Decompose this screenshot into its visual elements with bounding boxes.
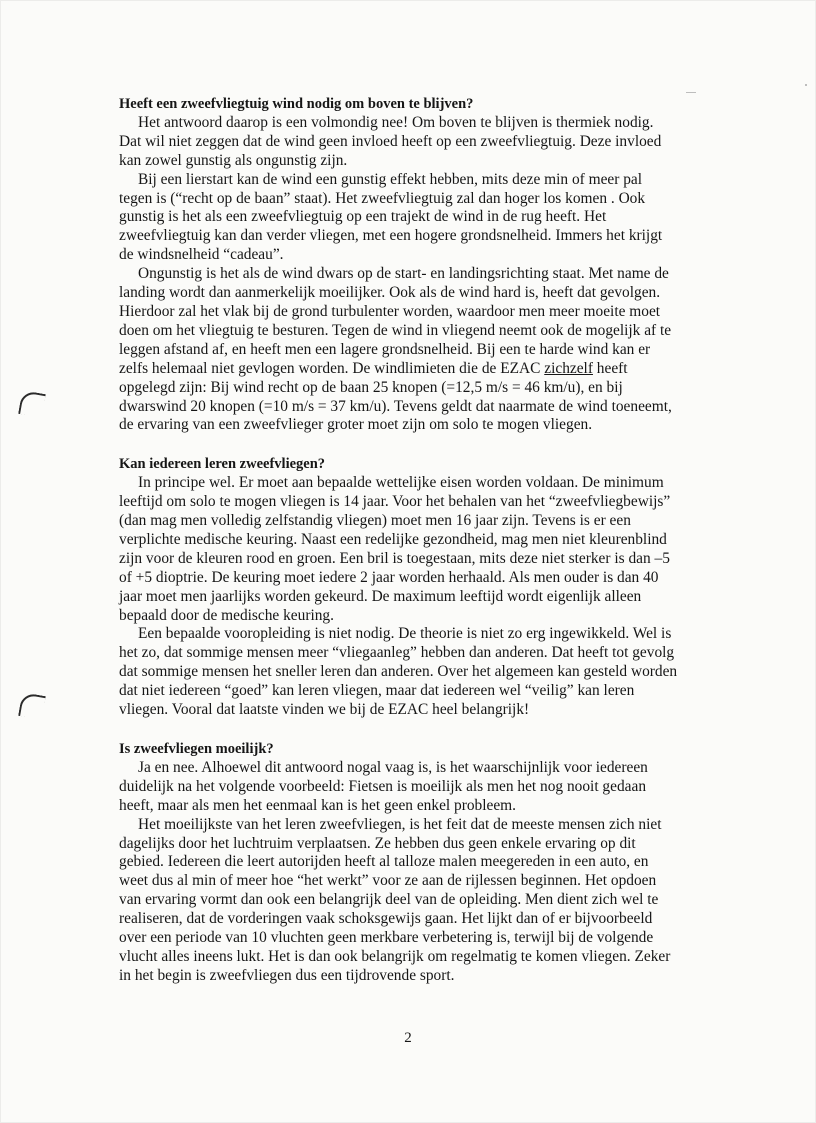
section-heading: Kan iedereen leren zweefvliegen? bbox=[119, 456, 326, 473]
paragraph-text: Ongunstig is het als de wind dwars op de start- en landingsrichting staat. Met name de landing wordt dan aanmerkelijk moeilijker. Ook als de wind hard is, heeft dat gevolgen. Hierdoor zal het vlak bij de grond turbulenter worden, waardoor men meer moeite moet doen om het vliegtuig te besturen. Tegen de wind in vliegend neemt ook de mogelijk af te leggen afstand af, en heeft men een lagere grondsnelheid. Bij een te harde wind kan er zelfs helemaal niet gevlogen worden. De windlimieten die de EZAC bbox=[119, 265, 672, 377]
paragraph: Ja en nee. Alhoewel dit antwoord nogal vaag is, is het waarschijnlijk voor iedereen duidelijk na het volgende voorbeeld: Fietsen is moeilijk als men het nog nooit gedaan heeft, maar als men het eenmaal kan is het geen enkel probleem. bbox=[119, 758, 648, 814]
section-who-can-learn bbox=[119, 455, 679, 720]
paragraph: In principe wel. Er moet aan bepaalde wettelijke eisen worden voldaan. De minimum leeftijd om solo te mogen vliegen is 14 jaar. Voor het behalen van het “zweefvliegbewijs” (dan mag men volledig zelfstandig vliegen) moet men 16 jaar zijn. Tevens is er een verplichte medische keuring. Naast een redelijke gezondheid, mag men niet kleurenblind zijn voor de kleuren rood en groen. Een bril is toegestaan, mits deze niet sterker is dan –5 of +5 dioptrie. De keuring moet iedere 2 jaar worden herhaald. Als men ouder is dan 40 jaar moet men jaarlijks worden gekeurd. De maximum leeftijd wordt eigenlijk alleen bepaald door de medische keuring. bbox=[119, 474, 671, 624]
paragraph: Een bepaalde vooropleiding is niet nodig. De theorie is niet zo erg ingewikkeld. Wel is het zo, dat sommige mensen meer “vliegaanleg” hebben dan anderen. Dat heeft tot gevolg dat sommige mensen het sneller leren dan anderen. Over het algemeen kan gesteld worden dat niet iedereen “goed” kan leren vliegen, maar dat iedereen wel “veilig” kan leren vliegen. Vooral dat laatste vinden we bij de EZAC heel belangrijk! bbox=[119, 625, 678, 719]
paragraph: Het antwoord daarop is een volmondig nee! Om boven te blijven is thermiek nodig. Dat wil niet zeggen dat de wind geen invloed heeft op een zweefvliegtuig. Deze invloed kan zowel gunstig als ongunstig zijn. bbox=[119, 113, 662, 169]
paragraph bbox=[119, 265, 679, 435]
paragraph: Bij een lierstart kan de wind een gunstig effekt hebben, mits deze min of meer pal tegen is (“recht op de baan” staat). Het zweefvliegtuig zal dan hoger los komen . Ook gunstig is het als een zweefvliegtuig op een trajekt de wind in de rug heeft. Het zweefvliegtuig kan dan verder vliegen, met een hogere grondsnelheid. Immers het krijgt de windsnelheid “cadeau”. bbox=[119, 170, 663, 264]
section-difficulty bbox=[119, 740, 679, 986]
scan-speck bbox=[805, 84, 807, 86]
punch-hole-top bbox=[18, 390, 46, 418]
section-heading: Heeft een zweefvliegtuig wind nodig om boven te blijven? bbox=[119, 96, 474, 112]
underlined-word: zichzelf bbox=[544, 359, 593, 377]
paragraph-text: heeft opgelegd zijn: Bij wind recht op de baan 25 knopen (=12,5 m/s = 46 km/u), en bij dwarswind 20 knopen (=10 m/s = 37 km/u). Tevens geldt dat naarmate de wind toeneemt, de ervaring van een zweefvlieger groter moet zijn om solo te mogen vliegen. bbox=[119, 359, 672, 434]
punch-hole-bottom bbox=[18, 692, 46, 720]
paragraph: Het moeilijkste van het leren zweefvliegen, is het feit dat de meeste mensen zich niet dagelijks door het luchtruim verplaatsen. Ze hebben dus geen enkele ervaring op dit gebied. Iedereen die leert autorijden heeft al talloze malen meegereden in een auto, en weet dus al min of meer hoe “het werkt” voor ze aan de rijlessen beginnen. Het opdoen van ervaring vormt dan ook een belangrijk deel van de opleiding. Men dient zich wel te realiseren, dat de vorderingen vaak schoksgewijs gaan. Het lijkt dan of er bijvoorbeeld over een periode van 10 vluchten geen merkbare verbetering is, terwijl bij de volgende vlucht alles ineens lukt. Het is dan ook belangrijk om regelmatig te komen vliegen. Zeker in het begin is zweefvliegen dus een tijdrovende sport. bbox=[119, 815, 671, 984]
scan-mark bbox=[686, 92, 696, 93]
document-body bbox=[119, 95, 679, 986]
page-number: 2 bbox=[404, 1030, 412, 1046]
section-heading: Is zweefvliegen moeilijk? bbox=[119, 741, 274, 757]
section-wind bbox=[119, 95, 679, 435]
